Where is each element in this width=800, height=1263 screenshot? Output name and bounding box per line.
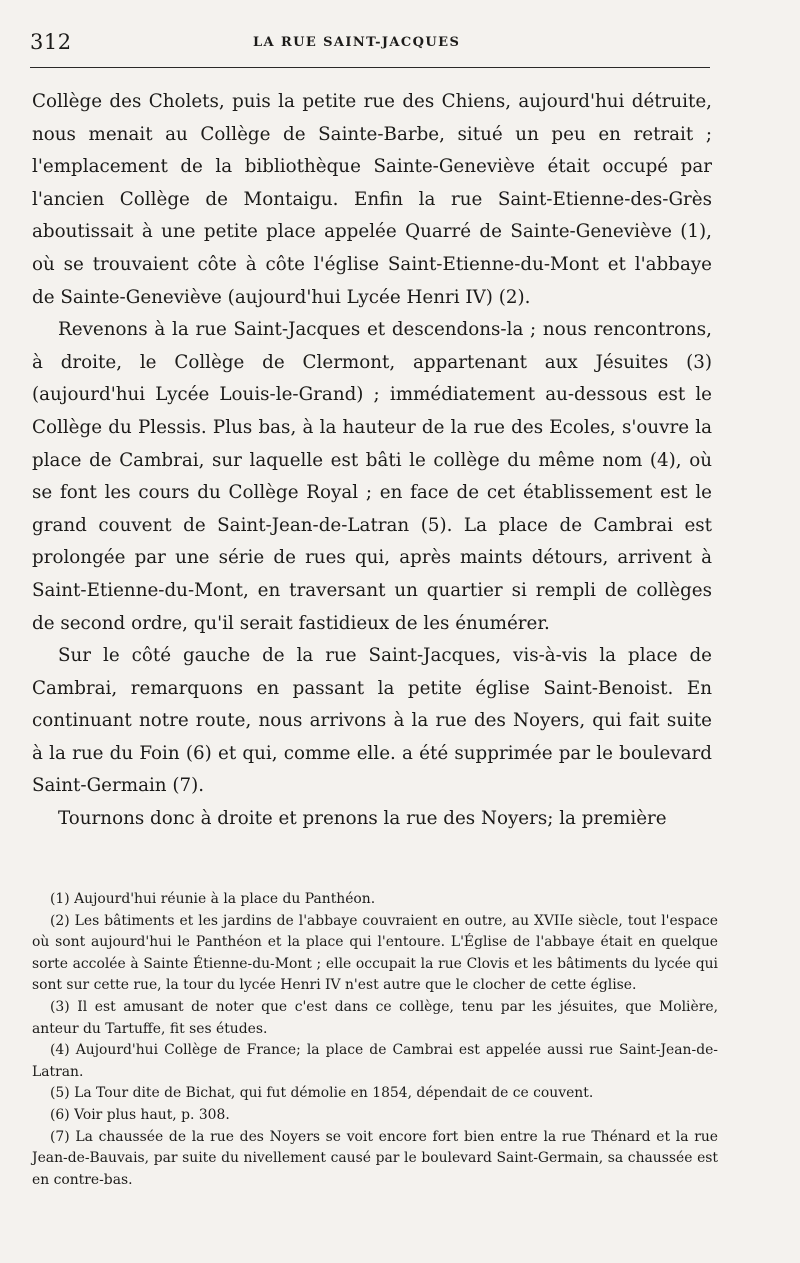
- footnote: (6) Voir plus haut, p. 308.: [50, 1106, 230, 1123]
- paragraph: Collège des Cholets, puis la petite rue des Chiens, aujourd'hui détruite, nous menait au Collège de Sainte-Barbe, situé un peu en retrait ; l'emplacement de la bibliothèque Sainte-Geneviève était occupé par l'ancien Collège de Montaigu. Enfin la rue Saint-Etienne-des-Grès aboutissait à une petite place appelée Quarré de Sainte-Geneviève (1), où se trouvaient côte à côte l'église Saint-Etienne-du-Mont et l'abbaye de Sainte-Geneviève (aujourd'hui Lycée Henri IV) (2).: [32, 91, 712, 308]
- footnote: (1) Aujourd'hui réunie à la place du Panthéon.: [50, 891, 376, 907]
- footnotes: [32, 889, 718, 1191]
- paragraph: Tournons donc à droite et prenons la rue des Noyers; la première: [58, 808, 667, 830]
- header-rule: [30, 67, 710, 68]
- page-header: [30, 30, 710, 60]
- paragraph: Revenons à la rue Saint-Jacques et descendons-la ; nous rencontrons, à droite, le Collège de Clermont, appartenant aux Jésuites (3) (aujourd'hui Lycée Louis-le-Grand) ; immédiatement au-dessous est le Collège du Plessis. Plus bas, à la hauteur de la rue des Ecoles, s'ouvre la place de Cambrai, sur laquelle est bâti le collège du même nom (4), où se font les cours du Collège Royal ; en face de cet établissement est le grand couvent de Saint-Jean-de-Latran (5). La place de Cambrai est prolongée par une série de rues qui, après maints détours, arrivent à Saint-Etienne-du-Mont, en traversant un quartier si rempli de collèges de second ordre, qu'il serait fastidieux de les énumérer.: [32, 319, 712, 634]
- footnote: (4) Aujourd'hui Collège de France; la place de Cambrai est appelée aussi rue Saint-Jean-de-Latran.: [32, 1042, 718, 1080]
- footnote: (7) La chaussée de la rue des Noyers se voit encore fort bien entre la rue Thénard et la rue Jean-de-Bauvais, par suite du nivellement causé par le boulevard Saint-Germain, sa chaussée est en contre-bas.: [32, 1128, 718, 1188]
- page-number: 312: [30, 30, 72, 54]
- paragraph: Sur le côté gauche de la rue Saint-Jacques, vis-à-vis la place de Cambrai, remarquons en passant la petite église Saint-Benoist. En continuant notre route, nous arrivons à la rue des Noyers, qui fait suite à la rue du Foin (6) et qui, comme elle. a été supprimée par le boulevard Saint-Germain (7).: [32, 645, 712, 797]
- footnote: (3) Il est amusant de noter que c'est dans ce collège, tenu par les jésuites, que Molière, anteur du Tartuffe, fit ses études.: [32, 998, 718, 1037]
- footnote: (5) La Tour dite de Bichat, qui fut démolie en 1854, dépendait de ce couvent.: [50, 1085, 594, 1102]
- running-head: LA RUE SAINT-JACQUES: [253, 35, 461, 50]
- footnote: (2) Les bâtiments et les jardins de l'abbaye couvraient en outre, au XVIIe siècle, tout l'espace où sont aujourd'hui le Panthéon et la place qui l'entoure. L'Église de l'abbaye était en quelque sorte accolée à Sainte Étienne-du-Mont ; elle occupait la rue Clovis et les bâtiments du lycée qui sont sur cette rue, la tour du lycée Henri IV n'est autre que le clocher de cette église.: [32, 912, 718, 994]
- body-text: [32, 86, 712, 836]
